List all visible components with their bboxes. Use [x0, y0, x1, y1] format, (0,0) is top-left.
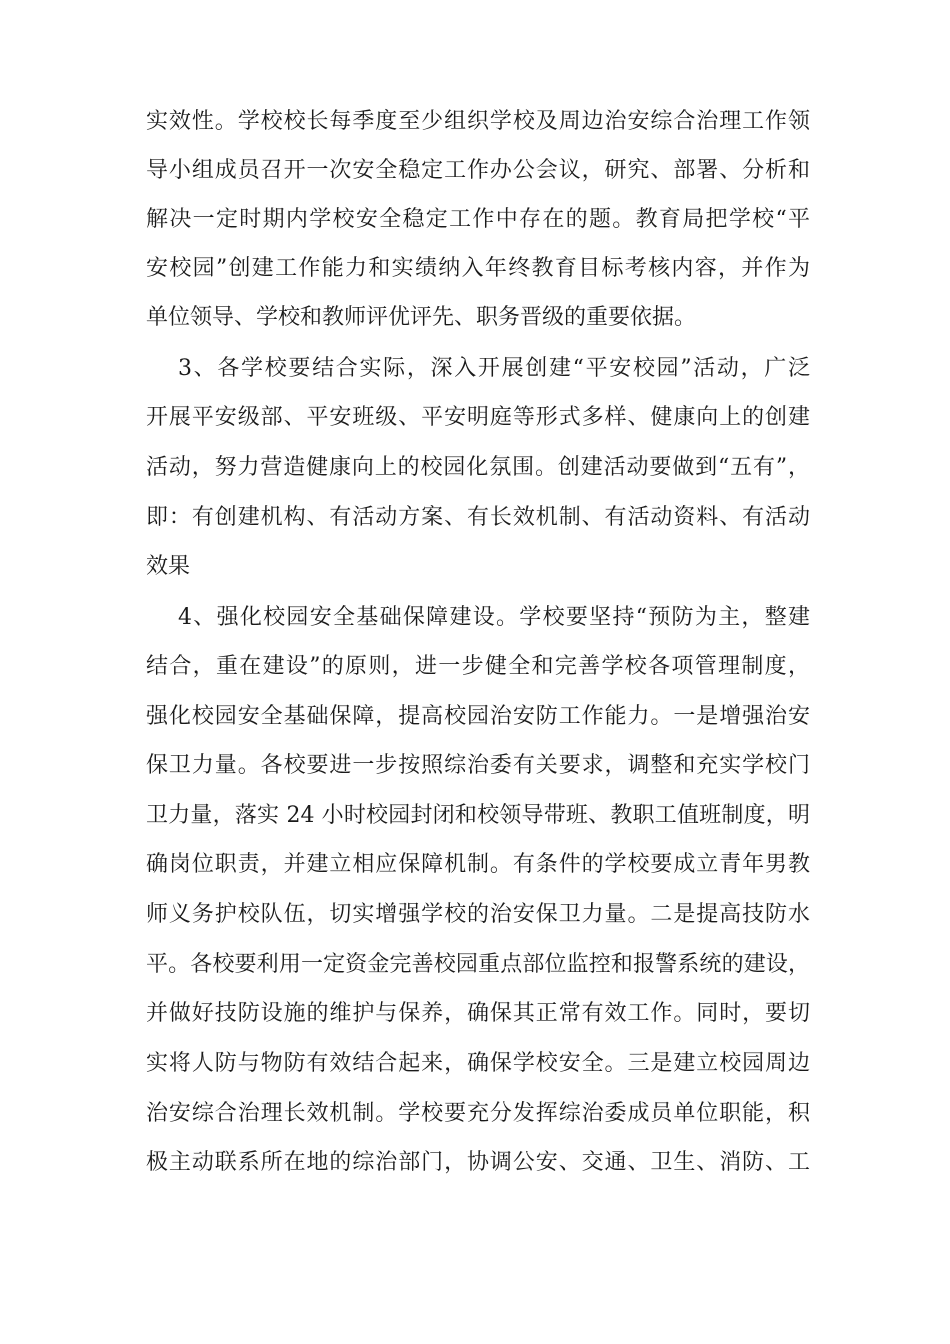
text-line: 解决一定时期内学校安全稳定工作中存在的题。教育局把学校“平	[146, 207, 810, 232]
text-line: 活动，努力营造健康向上的校园化氛围。创建活动要做到“五有”，	[146, 455, 810, 480]
text-line: 3、各学校要结合实际，深入开展创建“平安校园”活动，广泛	[178, 356, 810, 381]
text-line: 结合，重在建设”的原则，进一步健全和完善学校各项管理制度，	[146, 654, 810, 679]
text-line: 强化校园安全基础保障，提高校园治安防工作能力。一是增强治安	[146, 704, 810, 729]
text-line: 即：有创建机构、有活动方案、有长效机制、有活动资料、有活动	[146, 505, 810, 530]
text-line: 实将人防与物防有效结合起来，确保学校安全。三是建立校园周边	[146, 1051, 810, 1076]
text-line: 极主动联系所在地的综治部门，协调公安、交通、卫生、消防、工	[146, 1150, 810, 1175]
text-line: 治安综合治理长效机制。学校要充分发挥综治委成员单位职能，积	[146, 1101, 810, 1126]
text-line: 效果	[146, 554, 191, 579]
text-line: 安校园”创建工作能力和实绩纳入年终教育目标考核内容，并作为	[146, 256, 810, 281]
text-line: 4、强化校园安全基础保障建设。学校要坚持“预防为主，整建	[178, 605, 810, 630]
text-line: 单位领导、学校和教师评优评先、职务晋级的重要依据。	[146, 305, 697, 330]
text-line: 保卫力量。各校要进一步按照综治委有关要求，调整和充实学校门	[146, 753, 810, 778]
text-line: 平。各校要利用一定资金完善校园重点部位监控和报警系统的建设，	[146, 952, 810, 977]
text-line: 实效性。学校校长每季度至少组织学校及周边治安综合治理工作领	[146, 109, 810, 134]
text-line: 开展平安级部、平安班级、平安明庭等形式多样、健康向上的创建	[146, 405, 810, 430]
text-line: 师义务护校队伍，切实增强学校的治安保卫力量。二是提高技防水	[146, 902, 810, 927]
text-line: 并做好技防设施的维护与保养，确保其正常有效工作。同时，要切	[146, 1001, 810, 1026]
text-line: 确岗位职责，并建立相应保障机制。有条件的学校要成立青年男教	[146, 852, 810, 877]
text-line: 导小组成员召开一次安全稳定工作办公会议，研究、部署、分析和	[146, 158, 810, 183]
text-line: 卫力量，落实 24 小时校园封闭和校领导带班、教职工值班制度，明	[146, 803, 810, 828]
